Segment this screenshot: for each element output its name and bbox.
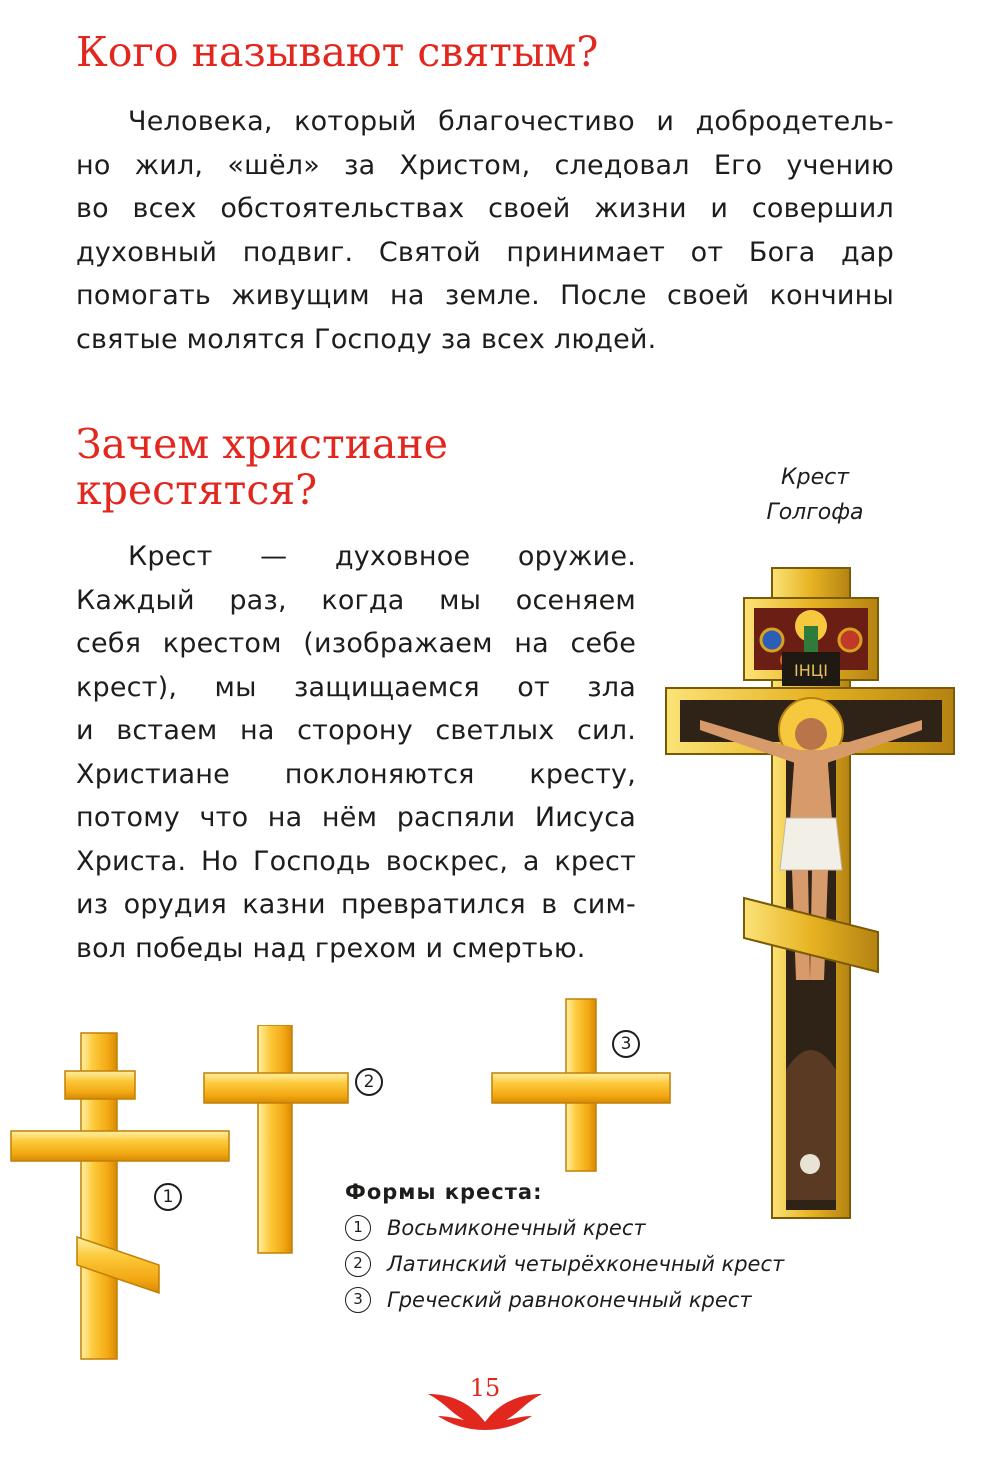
paragraph-line: Христиане поклоняются кресту, xyxy=(76,758,636,790)
cross-marker-1: 1 xyxy=(154,1183,182,1211)
paragraph-line: святые молятся Господу за всех людей. xyxy=(76,323,657,355)
legend-label: Восьмиконечный крест xyxy=(387,1216,646,1240)
page-number: 15 xyxy=(469,1374,501,1402)
cross-marker-2: 2 xyxy=(355,1068,383,1096)
legend-label: Греческий равноконечный крест xyxy=(387,1288,752,1312)
golgotha-caption xyxy=(745,460,885,530)
page-footer xyxy=(420,1372,550,1442)
saints-paragraph xyxy=(76,100,894,361)
paragraph-line: но жил, «шёл» за Христом, следовал Его учению xyxy=(76,149,894,181)
cross-forms-legend xyxy=(345,1180,865,1318)
paragraph-line: Человека, который благочестиво и добродетель- xyxy=(128,106,894,137)
latin-cross-icon xyxy=(200,1025,350,1255)
caption-line: Голгофа xyxy=(766,500,864,525)
legend-label: Латинский четырёхконечный крест xyxy=(387,1252,785,1276)
paragraph-line: помогать живущим на земле. После своей кончины xyxy=(76,280,894,311)
legend-item xyxy=(345,1282,865,1318)
paragraph-line: духовный подвиг. Святой принимает от Бога дар xyxy=(76,236,894,268)
cross-paragraph xyxy=(76,535,636,970)
heading-line: крестятся? xyxy=(76,465,318,514)
paragraph-line: во всех обстоятельствах своей жизни и совершил xyxy=(76,193,894,224)
legend-number: 1 xyxy=(345,1215,371,1241)
legend-number: 3 xyxy=(345,1287,371,1313)
section-heading-saints: Кого называют святым? xyxy=(76,28,599,76)
paragraph-line: и встаем на сторону светлых сил. xyxy=(76,715,636,746)
titulus-text: IНЦI xyxy=(794,661,828,680)
paragraph-line: Каждый раз, когда мы осеняем xyxy=(76,584,636,616)
paragraph-line: вол победы над грехом и смертью. xyxy=(76,932,586,964)
greek-cross-icon xyxy=(488,995,673,1175)
paragraph-line: себя крестом (изображаем на себе xyxy=(76,628,636,659)
legend-number: 2 xyxy=(345,1251,371,1277)
section-heading-cross-sign xyxy=(76,422,448,514)
caption-line: Крест xyxy=(780,465,850,490)
golgotha-cross-icon xyxy=(660,560,960,1225)
paragraph-line: потому что на нём распяли Иисуса xyxy=(76,802,636,833)
cross-marker-3: 3 xyxy=(612,1030,640,1058)
cross-forms-title: Формы креста: xyxy=(345,1180,543,1204)
legend-item xyxy=(345,1210,865,1246)
paragraph-line: Христа. Но Господь воскрес, а крест xyxy=(76,845,636,877)
paragraph-line: из орудия казни превратился в сим- xyxy=(76,889,636,920)
paragraph-line: крест), мы защищаемся от зла xyxy=(76,671,636,703)
paragraph-line: Крест — духовное оружие. xyxy=(128,541,636,572)
heading-line: Зачем христиане xyxy=(76,420,448,468)
legend-item xyxy=(345,1246,865,1282)
